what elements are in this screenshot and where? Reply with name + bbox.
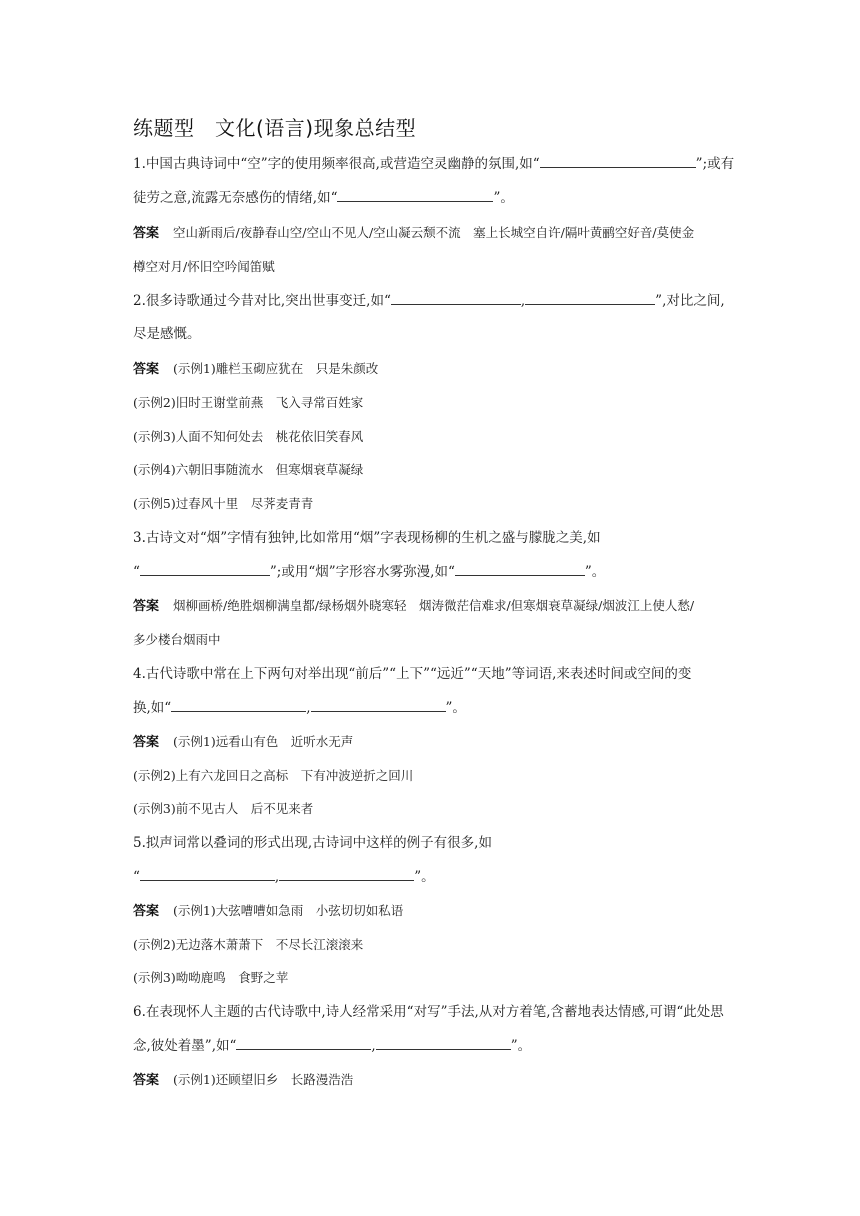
answer-blank[interactable] xyxy=(376,1037,511,1050)
answer-blank[interactable] xyxy=(140,563,270,576)
answer-example: (示例4)六朝旧事随流水 但寒烟衰草凝绿 xyxy=(133,462,364,477)
answer-label: 答案 xyxy=(133,599,160,614)
question-1-answer-line-1 xyxy=(133,224,694,243)
question-5-line-2 xyxy=(133,868,435,886)
answer-example: (示例2)无边落木萧萧下 不尽长江滚滚来 xyxy=(133,937,364,952)
question-5-line-1: 5.拟声词常以叠词的形式出现,古诗词中这样的例子有很多,如 xyxy=(133,835,492,851)
question-6-text: ”。 xyxy=(510,1038,532,1054)
question-1-line-1 xyxy=(133,155,734,173)
answer-example: (示例5)过春风十里 尽荠麦青青 xyxy=(133,496,314,511)
question-1-line-2 xyxy=(133,189,514,207)
open-quote: “ xyxy=(133,564,140,580)
answer-text: 空山新雨后/夜静春山空/空山不见人/空山凝云颓不流 塞上长城空自许/隔叶黄鹂空好音/莫使金 xyxy=(173,225,695,240)
answer-label: 答案 xyxy=(133,1073,160,1088)
question-2-line-2: 尽是感慨。 xyxy=(133,326,201,342)
question-6-answer-line-1 xyxy=(133,1071,353,1090)
separator: , xyxy=(274,869,280,885)
answer-text: 烟柳画桥/绝胜烟柳满皇都/绿杨烟外晓寒轻 烟涛微茫信难求/但寒烟衰草凝绿/烟波江上使人愁/ xyxy=(173,598,695,613)
answer-label: 答案 xyxy=(133,362,160,377)
question-5-answer-line-1 xyxy=(133,902,403,921)
question-1-text: 徒劳之意,流露无奈感伤的情绪,如“ xyxy=(133,190,338,206)
answer-blank[interactable] xyxy=(540,155,696,168)
answer-example: (示例1)远看山有色 近听水无声 xyxy=(173,734,354,749)
answer-example: (示例1)雕栏玉砌应犹在 只是朱颜改 xyxy=(173,361,379,376)
answer-example: (示例3)呦呦鹿鸣 食野之苹 xyxy=(133,970,289,985)
answer-example: (示例3)人面不知何处去 桃花依旧笑春风 xyxy=(133,429,364,444)
answer-example: (示例1)大弦嘈嘈如急雨 小弦切切如私语 xyxy=(173,903,404,918)
question-6-text: 念,彼处着墨”,如“ xyxy=(133,1038,237,1054)
question-4-answer-line-1 xyxy=(133,733,353,752)
question-4-text: ”。 xyxy=(445,700,466,716)
answer-label: 答案 xyxy=(133,226,160,241)
question-2-text: ”,对比之间, xyxy=(655,293,725,309)
answer-example: (示例2)旧时王谢堂前燕 飞入寻常百姓家 xyxy=(133,395,364,410)
question-4-line-1: 4.古代诗歌中常在上下两句对举出现“前后”“上下”“远近”“天地”等词语,来表述时间或空间的变 xyxy=(133,666,692,682)
question-4-line-2 xyxy=(133,699,466,717)
answer-example: (示例2)上有六龙回日之高标 下有冲波逆折之回川 xyxy=(133,768,414,783)
answer-blank[interactable] xyxy=(337,189,493,202)
question-3-text: ”。 xyxy=(584,564,606,580)
question-2-line-1 xyxy=(133,292,725,310)
answer-label: 答案 xyxy=(133,735,160,750)
answer-example: (示例3)前不见古人 后不见来者 xyxy=(133,801,314,816)
answer-blank[interactable] xyxy=(311,699,446,712)
question-6-line-1: 6.在表现怀人主题的古代诗歌中,诗人经常采用“对写”手法,从对方着笔,含蓄地表达情感,可谓“此处思 xyxy=(133,1004,724,1020)
answer-blank[interactable] xyxy=(455,563,585,576)
answer-blank[interactable] xyxy=(236,1037,371,1050)
question-3-answer-line-1 xyxy=(133,597,694,616)
question-6-line-2 xyxy=(133,1037,531,1055)
answer-label: 答案 xyxy=(133,904,160,919)
page-title: 练题型 文化(语言)现象总结型 xyxy=(133,116,417,140)
question-3-line-2 xyxy=(133,563,605,581)
separator: , xyxy=(371,1038,376,1054)
question-2-answer-line-1 xyxy=(133,360,378,379)
question-1-answer-line-2: 樽空对月/怀旧空吟闻笛赋 xyxy=(133,259,275,274)
question-3-answer-line-2: 多少楼台烟雨中 xyxy=(133,632,221,647)
answer-blank[interactable] xyxy=(525,292,655,305)
question-4-text: 换,如“ xyxy=(133,700,172,716)
answer-example: (示例1)还顾望旧乡 长路漫浩浩 xyxy=(173,1072,354,1087)
open-quote: “ xyxy=(133,869,140,885)
answer-blank[interactable] xyxy=(391,292,521,305)
answer-blank[interactable] xyxy=(279,868,414,881)
question-3-text: ”;或用“烟”字形容水雾弥漫,如“ xyxy=(269,564,455,580)
question-5-text: ”。 xyxy=(414,869,435,885)
question-2-text: 2.很多诗歌通过今昔对比,突出世事变迁,如“ xyxy=(133,293,391,309)
question-1-text: ”;或有 xyxy=(695,156,735,172)
separator: , xyxy=(520,293,526,309)
answer-blank[interactable] xyxy=(140,868,275,881)
question-1-text: ”。 xyxy=(493,190,514,206)
question-3-line-1: 3.古诗文对“烟”字情有独钟,比如常用“烟”字表现杨柳的生机之盛与朦胧之美,如 xyxy=(133,530,601,546)
separator: , xyxy=(306,700,311,716)
question-1-text: 1.中国古典诗词中“空”字的使用频率很高,或营造空灵幽静的氛围,如“ xyxy=(133,156,540,172)
answer-blank[interactable] xyxy=(171,699,306,712)
